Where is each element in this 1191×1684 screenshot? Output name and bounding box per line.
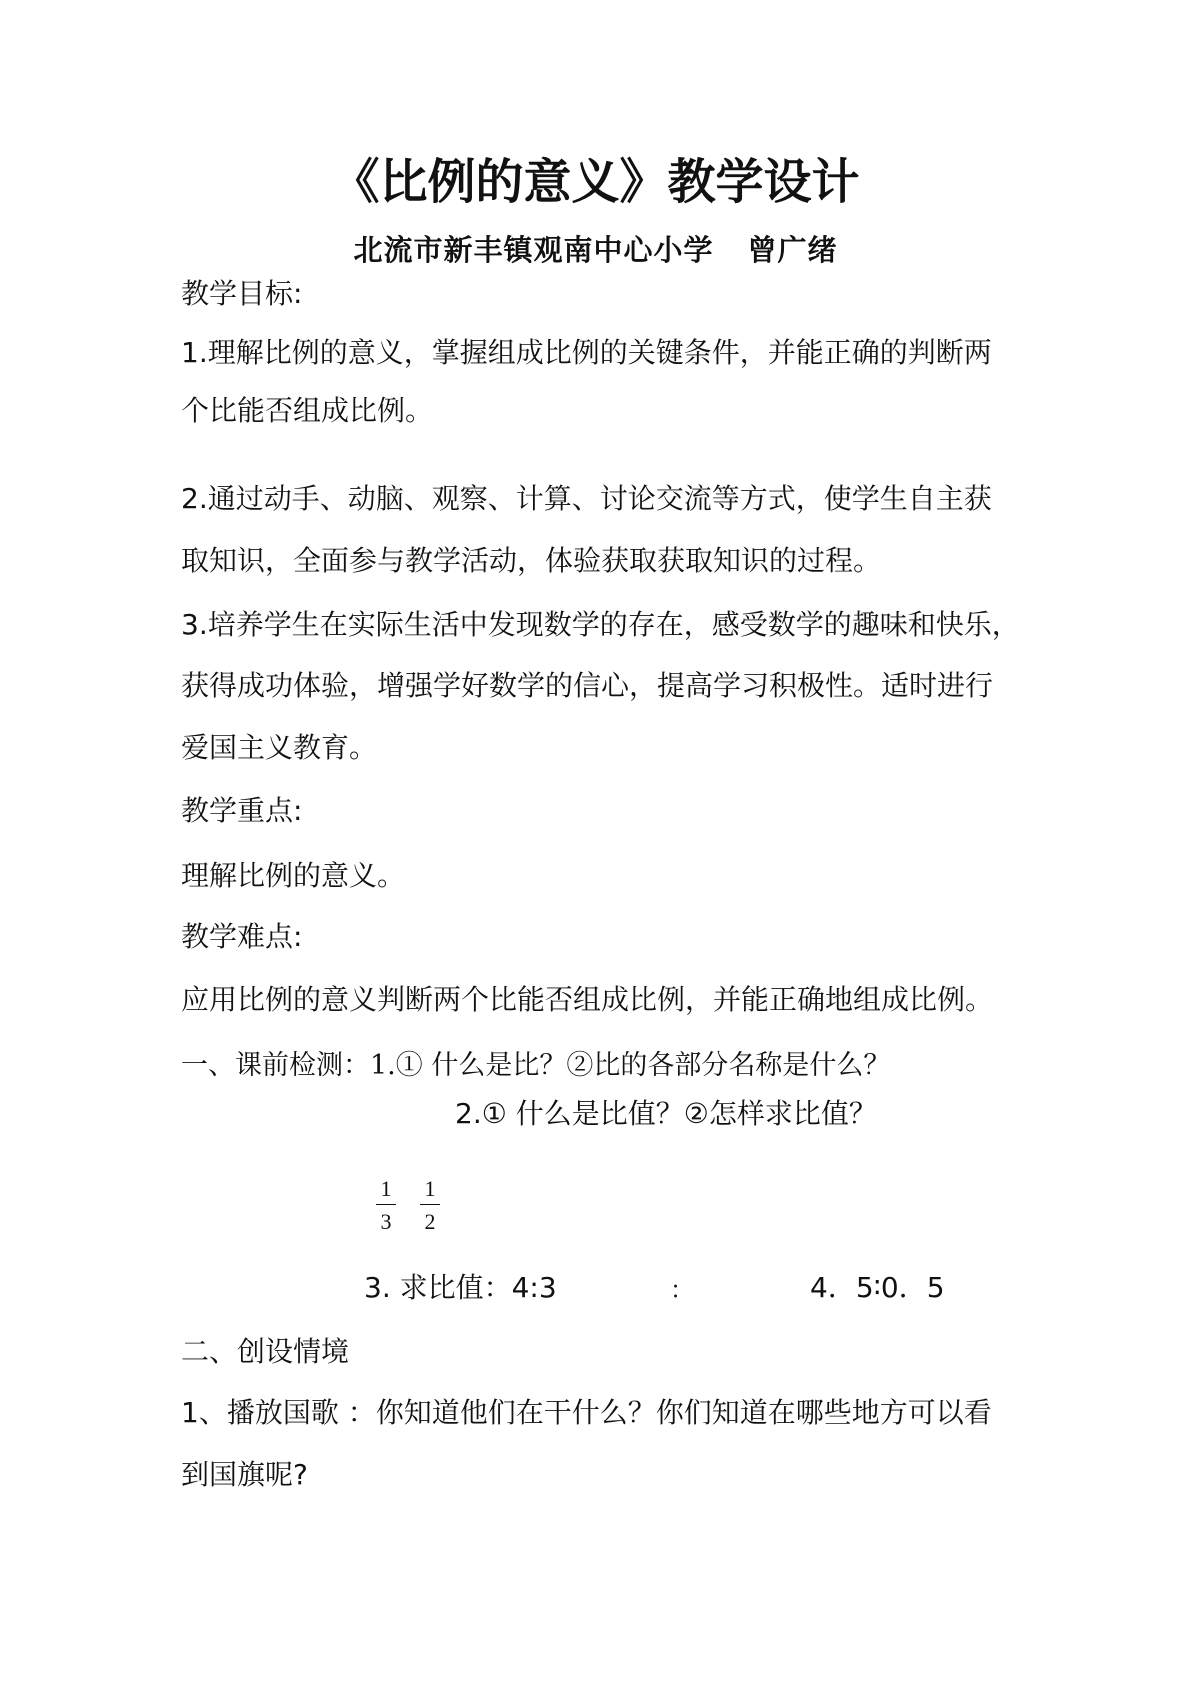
fraction-numerator: 1 [380,1176,392,1201]
objective-3-line-1: 3.培养学生在实际生活中发现数学的存在，感受数学的趣味和快乐， [181,608,1020,641]
author-school: 北流市新丰镇观南中心小学 [353,233,714,267]
fraction-bar [376,1204,396,1205]
objective-2-line-2: 取知识，全面参与教学活动，体验获取获取知识的过程。 [181,544,882,577]
calc-colon: ： [670,1276,694,1304]
fraction-numerator: 1 [424,1176,436,1201]
section1-line-1: 一、课前检测：1.① 什么是比？②比的各部分名称是什么？ [181,1050,891,1081]
calc-ratio-value: 4．5∶0．5 [810,1271,945,1304]
objective-3-line-3: 爱国主义教育。 [181,731,378,764]
key-point-heading: 教学重点: [181,794,303,827]
fraction-one-third [376,1176,396,1235]
author-name: 曾广绪 [747,233,838,267]
difficulty-text: 应用比例的意义判断两个比能否组成比例，并能正确地组成比例。 [181,983,994,1016]
fraction-denominator: 2 [424,1209,436,1234]
section2-line-2: 到国旗呢? [181,1458,308,1491]
objective-1-line-1: 1.理解比例的意义，掌握组成比例的关键条件，并能正确的判断两 [181,336,992,369]
fraction-denominator: 3 [380,1209,392,1234]
fraction-bar [420,1204,440,1205]
author-line [0,230,1191,270]
objective-1-line-2: 个比能否组成比例。 [181,394,434,427]
key-point-text: 理解比例的意义。 [181,859,406,892]
document-title: 《比例的意义》教学设计 [331,154,860,210]
difficulty-heading: 教学难点: [181,920,303,953]
fraction-one-half [420,1176,440,1235]
objective-3-line-2: 获得成功体验，增强学好数学的信心，提高学习积极性。适时进行 [181,669,994,702]
objective-2-line-1: 2.通过动手、动脑、观察、计算、讨论交流等方式，使学生自主获 [181,482,992,515]
section2-line-1: 1、播放国歌 ：你知道他们在干什么？你们知道在哪些地方可以看 [181,1396,992,1429]
section1-line-2: 2.① 什么是比值？②怎样求比值？ [455,1097,877,1130]
objectives-heading: 教学目标: [181,277,303,310]
section2-heading: 二、创设情境 [181,1335,350,1368]
calc-ratio-label: 3. 求比值：4:3 [364,1271,557,1304]
